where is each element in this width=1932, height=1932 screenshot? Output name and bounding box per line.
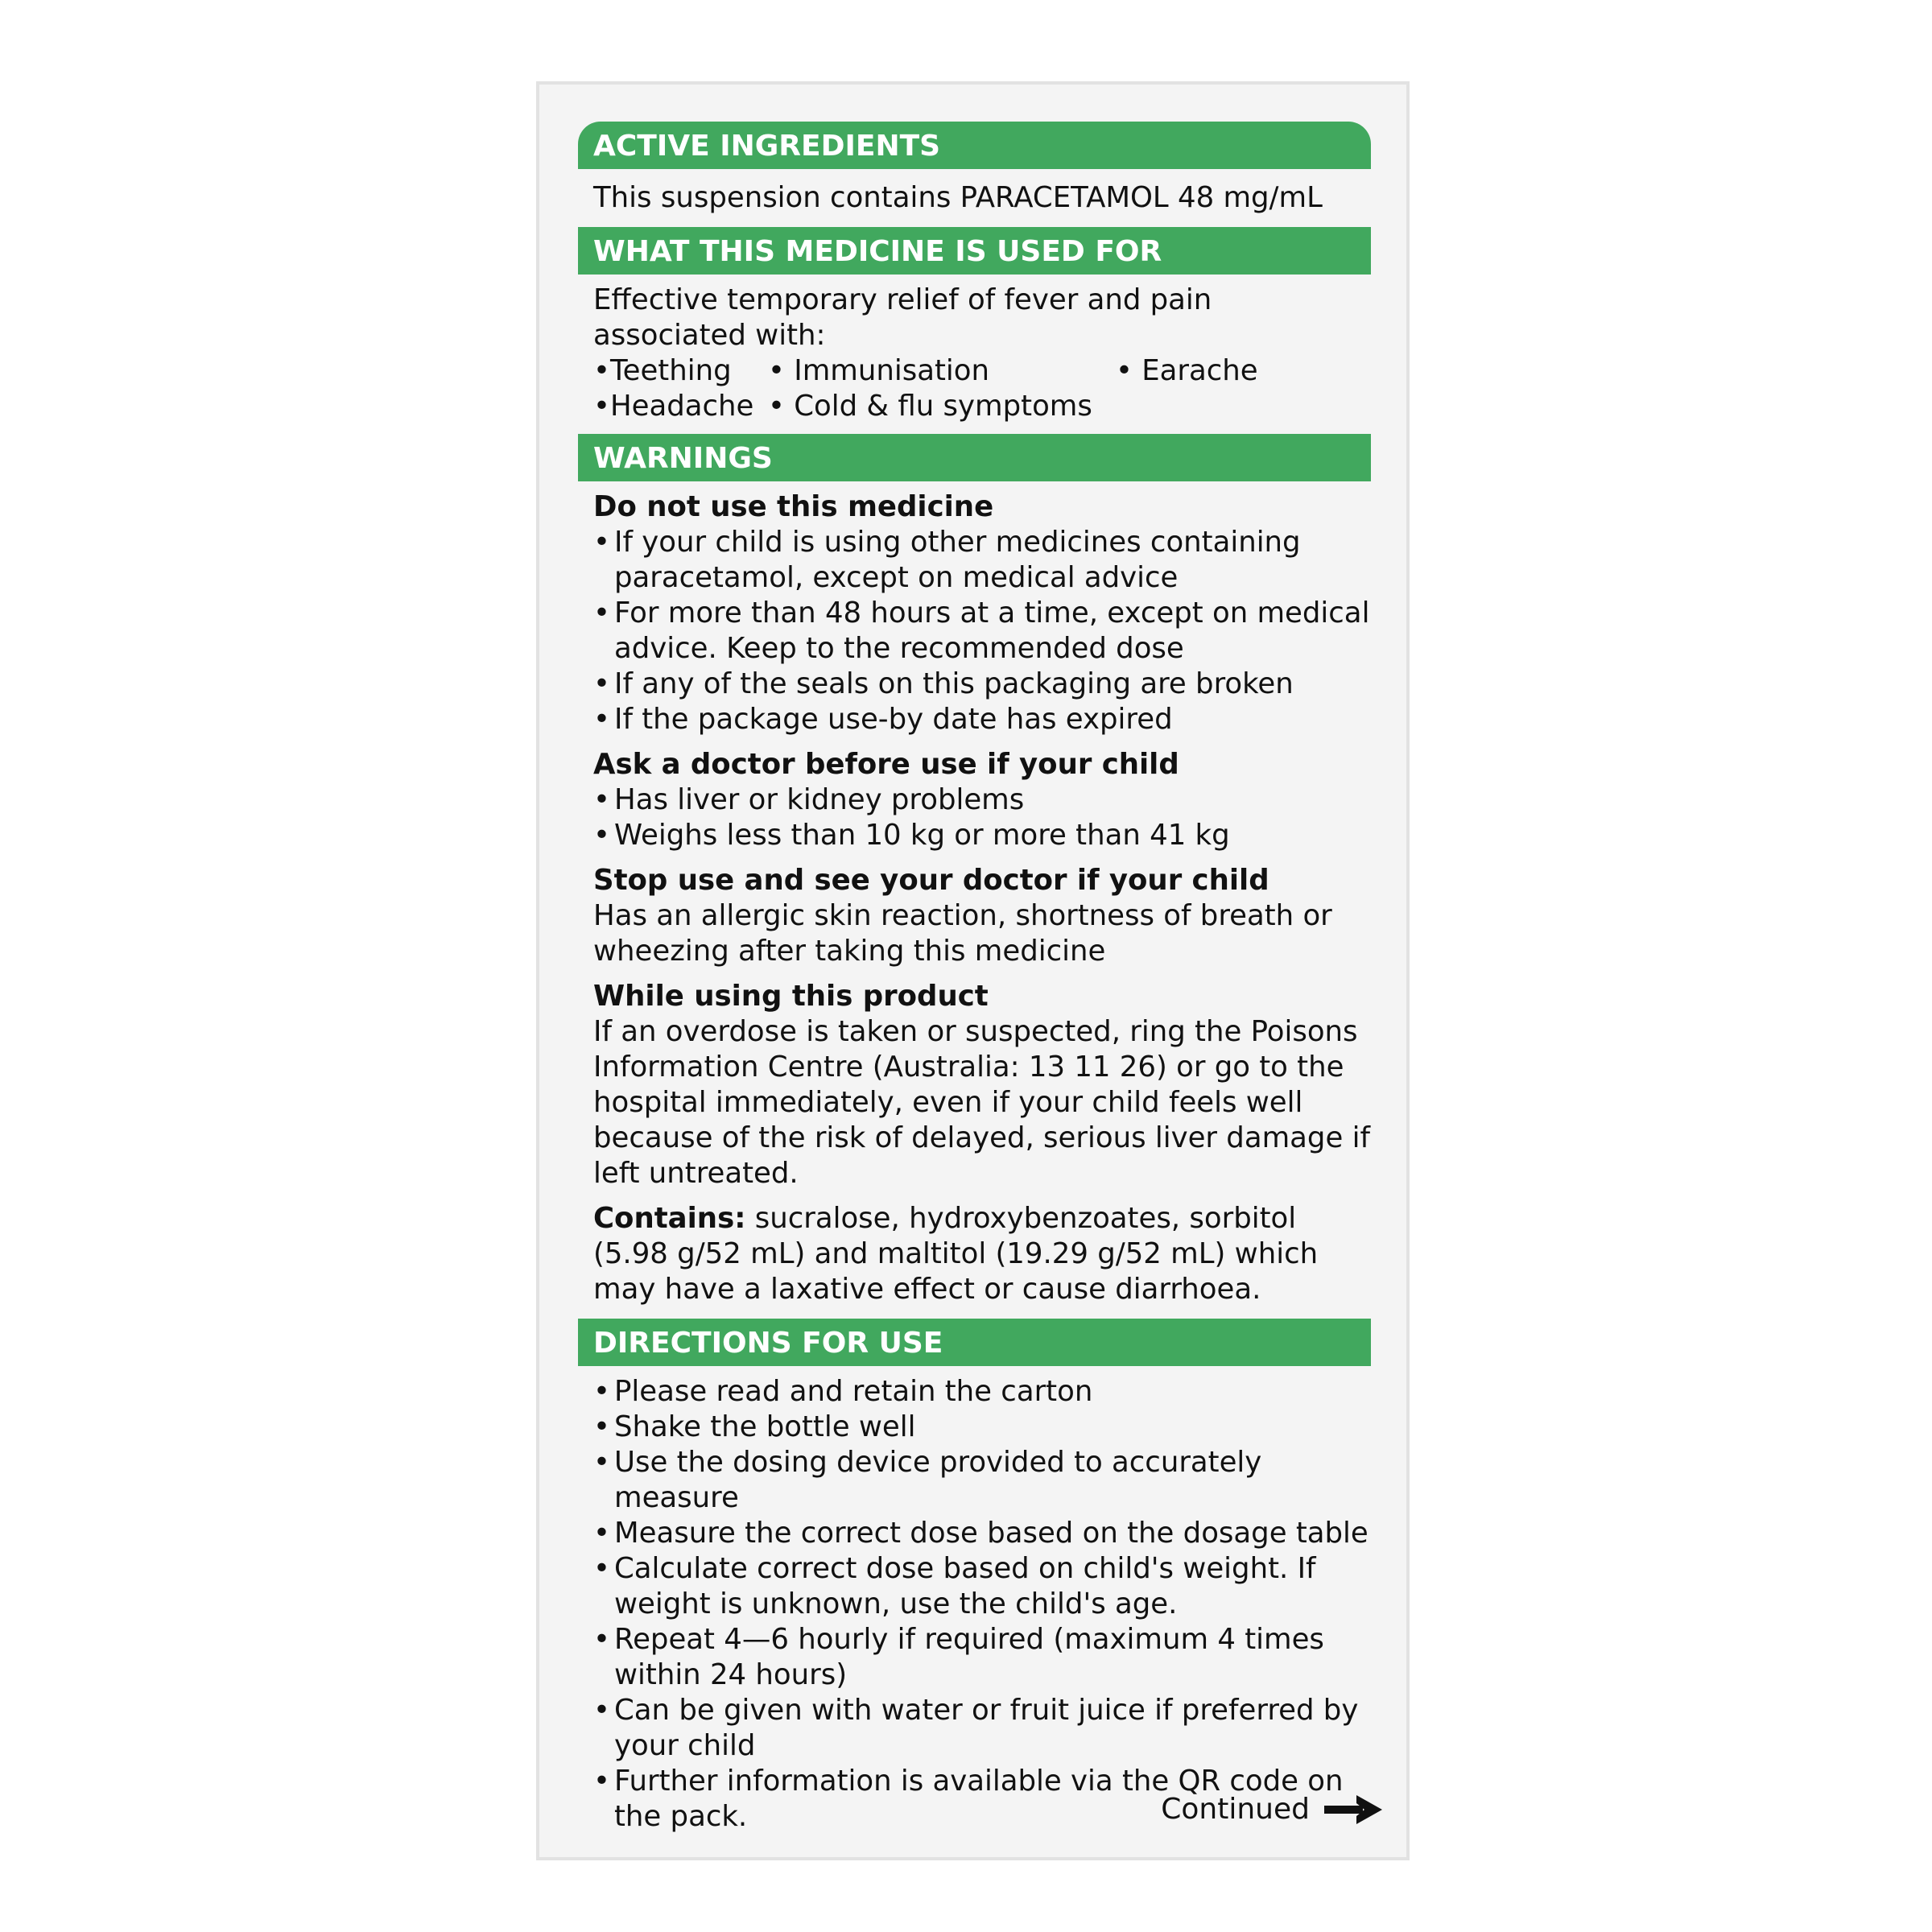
list-item: • Weighs less than 10 kg or more than 41 kg	[593, 819, 1230, 852]
directions-list	[593, 1374, 1371, 1835]
leaflet-panel	[536, 81, 1410, 1860]
active-ingredients-text: This suspension contains PARACETAMOL 48 mg/mL	[593, 181, 1323, 214]
list-item: • Calculate correct dose based on child's weight. If weight is unknown, use the child's age.	[593, 1552, 1316, 1620]
do-not-use-list	[593, 525, 1371, 737]
list-item: • If any of the seals on this packaging are broken	[593, 667, 1294, 700]
list-item: • Use the dosing device provided to accurately measure	[593, 1446, 1262, 1514]
list-item: • Has liver or kidney problems	[593, 783, 1025, 816]
warnings-header: WARNINGS	[578, 434, 1371, 481]
warnings-body	[578, 481, 1371, 1319]
list-item: • Please read and retain the carton	[593, 1375, 1093, 1408]
list-item: • If your child is using other medicines containing paracetamol, except on medical advice	[593, 526, 1301, 594]
ask-doctor-list	[593, 782, 1371, 853]
while-using-heading: While using this product	[593, 980, 989, 1013]
active-ingredients-body	[578, 169, 1371, 227]
list-item: • If the package use-by date has expired	[593, 703, 1173, 736]
used-for-intro: Effective temporary relief of fever and pain associated with:	[593, 283, 1212, 352]
contains-label: Contains:	[593, 1202, 746, 1235]
list-item: • Repeat 4—6 hourly if required (maximum 4 times within 24 hours)	[593, 1623, 1324, 1691]
used-for-row	[593, 389, 1371, 424]
used-for-item: • Cold & flu symptoms	[768, 390, 1092, 423]
used-for-body	[578, 275, 1371, 434]
used-for-item: • Immunisation	[768, 354, 989, 387]
contains-text: sucralose, hydroxybenzoates, sorbitol (5.98 g/52 mL) and maltitol (19.29 g/52 mL) which may have a laxative effect or cause diarrhoea.	[593, 1202, 1319, 1306]
stop-use-text: Has an allergic skin reaction, shortness of breath or wheezing after taking this medicine	[593, 899, 1332, 968]
contains-note	[593, 1201, 1371, 1307]
used-for-header: WHAT THIS MEDICINE IS USED FOR	[578, 227, 1371, 275]
do-not-use-heading: Do not use this medicine	[593, 490, 994, 523]
used-for-item: • Earache	[1116, 354, 1258, 387]
leaflet-content	[578, 122, 1371, 1835]
continued-label: Continued	[1161, 1793, 1310, 1826]
used-for-item: •Teething	[593, 354, 732, 387]
arrow-right-icon	[1324, 1794, 1382, 1826]
directions-header: DIRECTIONS FOR USE	[578, 1319, 1371, 1366]
list-item: • Shake the bottle well	[593, 1410, 916, 1443]
list-item: • For more than 48 hours at a time, except on medical advice. Keep to the recommended dose	[593, 597, 1370, 665]
while-using-text: If an overdose is taken or suspected, ring the Poisons Information Centre (Australia: 13 11 26) or go to the hospital immediately, even if your child feels well because of the risk of delayed, serious liver damage if left untreated.	[593, 1015, 1370, 1190]
list-item: • Measure the correct dose based on the dosage table	[593, 1517, 1368, 1550]
continued-indicator	[1161, 1792, 1382, 1827]
list-item: • Further information is available via the QR code on the pack.	[593, 1765, 1344, 1833]
list-item: • Can be given with water or fruit juice if preferred by your child	[593, 1694, 1359, 1762]
stop-use-heading: Stop use and see your doctor if your child	[593, 864, 1269, 897]
used-for-item: •Headache	[593, 390, 754, 423]
used-for-row	[593, 353, 1371, 389]
active-ingredients-header: ACTIVE INGREDIENTS	[578, 122, 1371, 169]
ask-doctor-heading: Ask a doctor before use if your child	[593, 748, 1179, 781]
directions-body	[578, 1366, 1371, 1835]
